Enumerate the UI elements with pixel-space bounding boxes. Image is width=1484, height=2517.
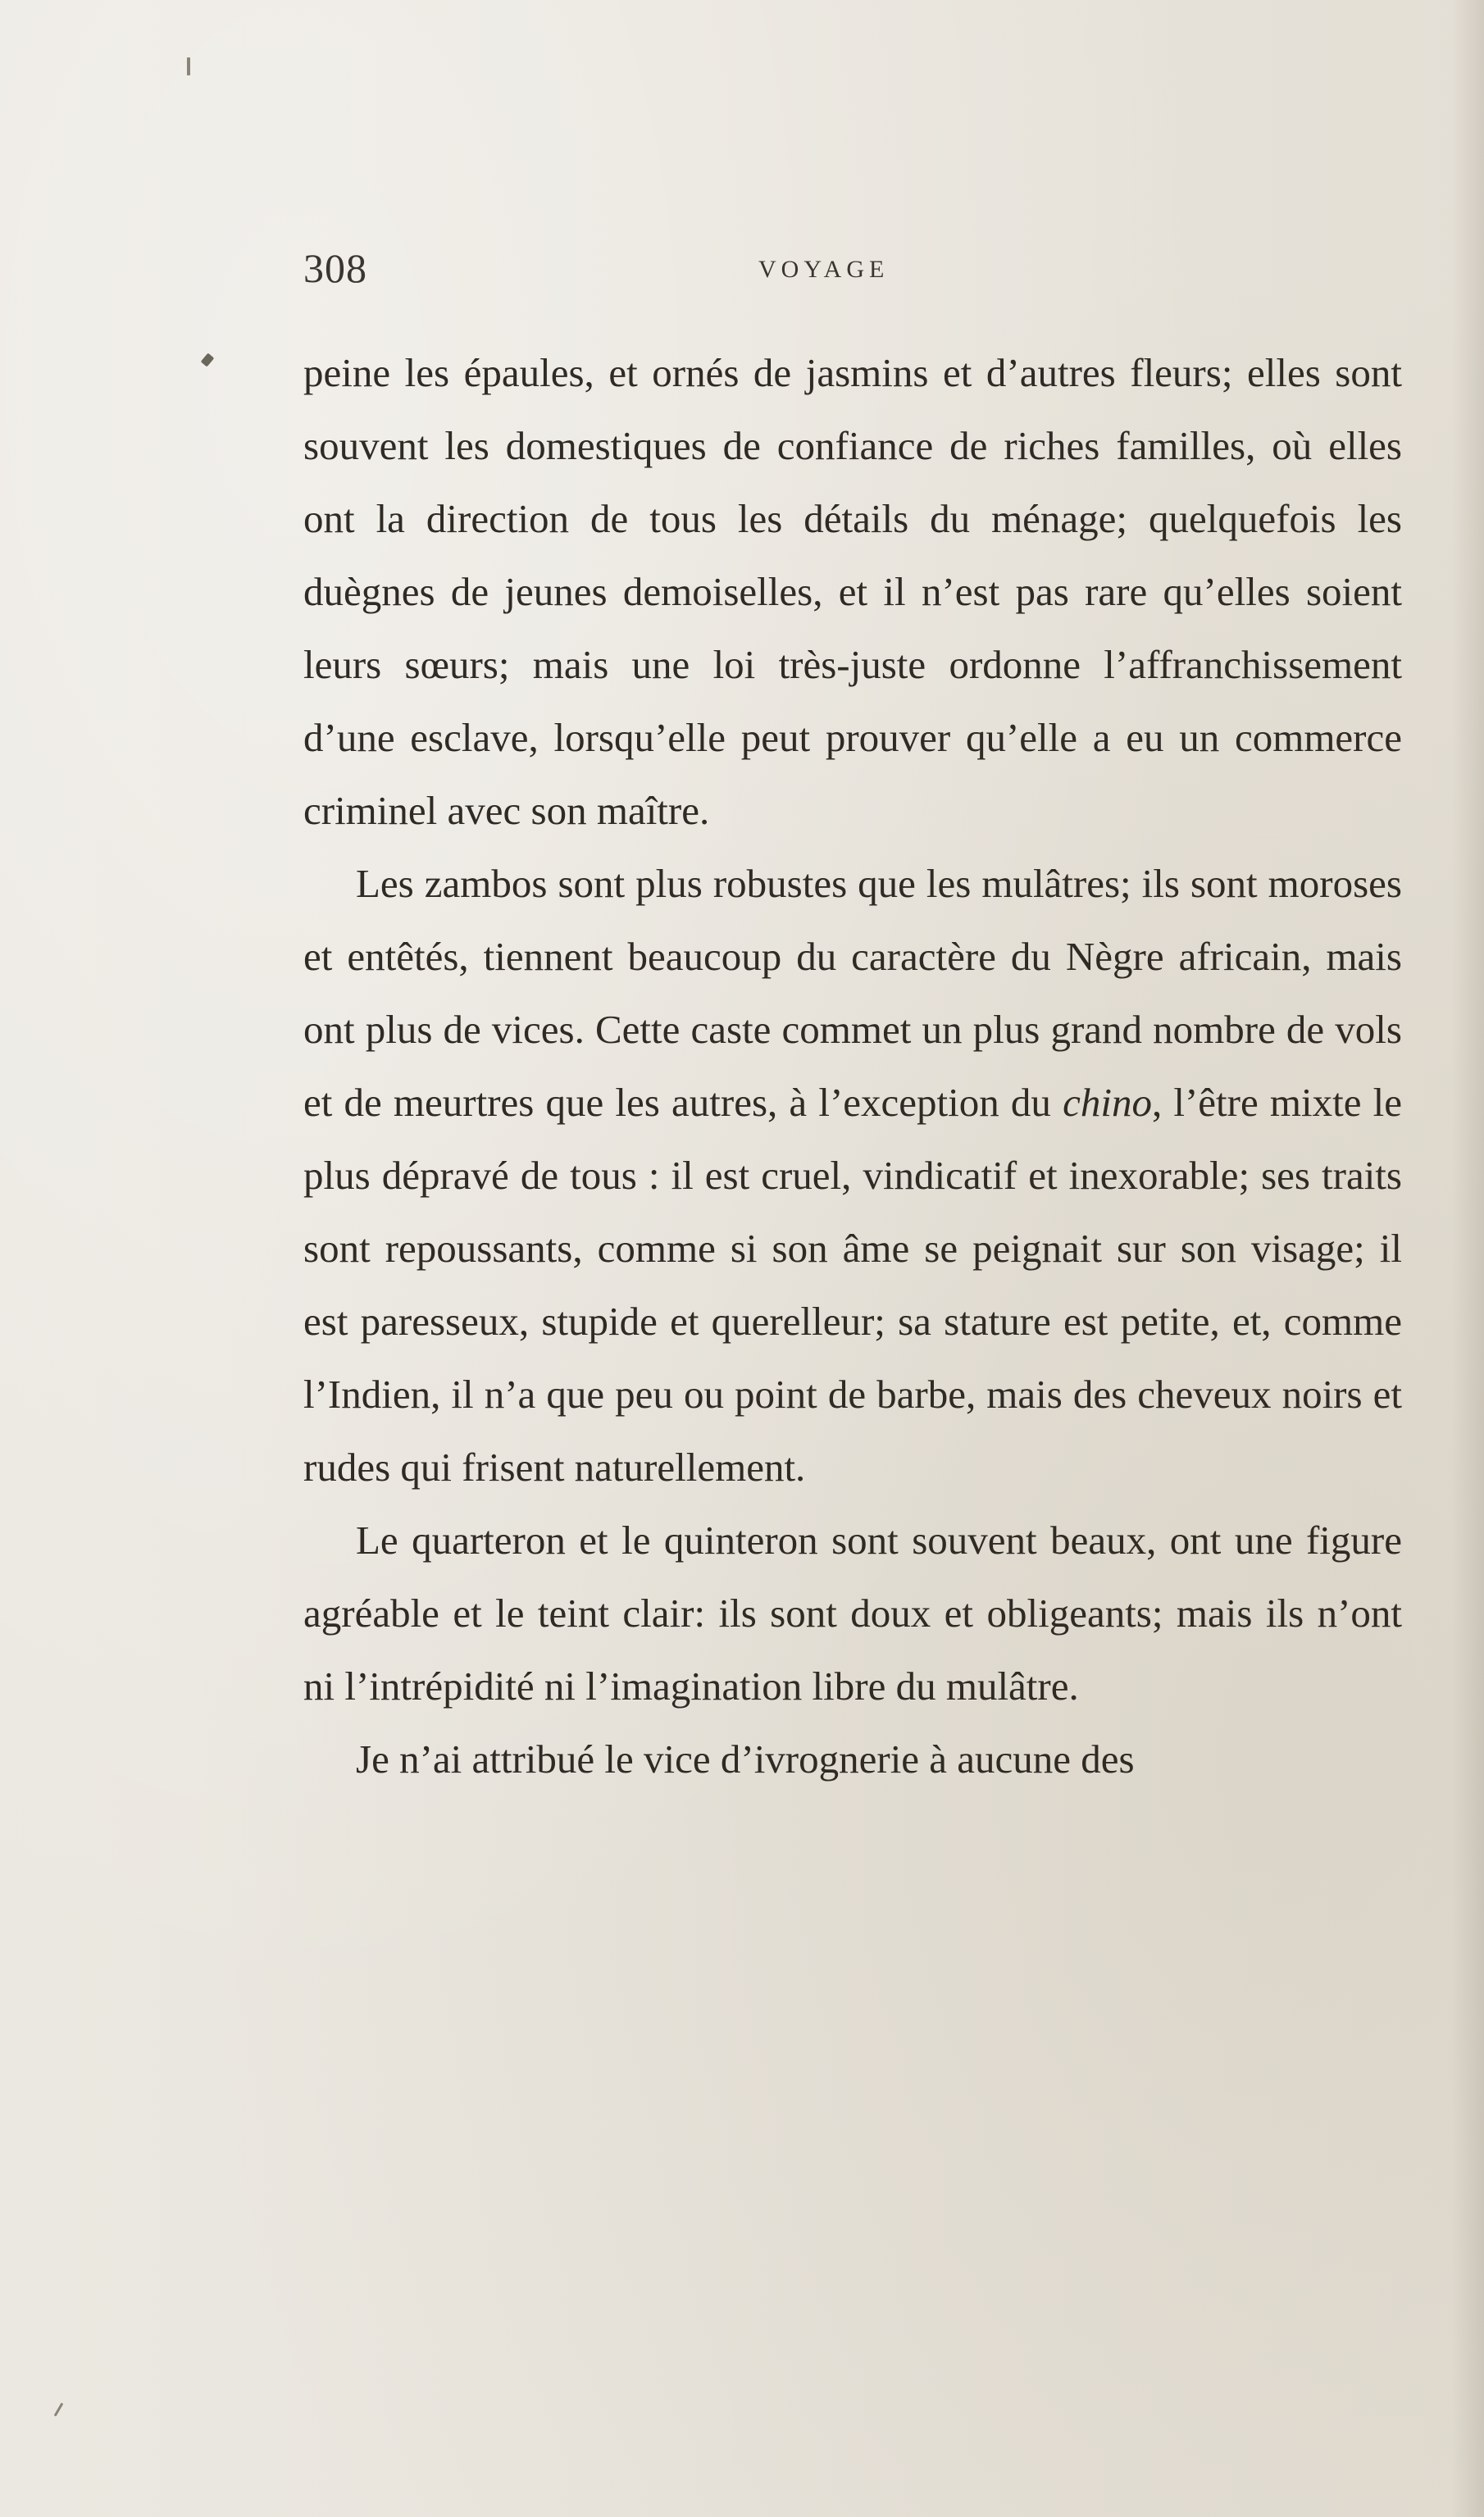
paragraph-text: Les zambos sont plus robustes que les mulâtres; ils sont moroses et entêtés, tiennent beaucoup du caractère du Nègre africain, mais ont plus de vices. Cette caste commet un plus grand nombre de vols et de meurtres que les autres, à l’exception du [303,861,1402,1125]
italic-text: chino [1063,1080,1152,1125]
paragraph-text: peine les épaules, et ornés de jasmins et d’autres fleurs; elles sont souvent les domestiques de confiance de riches familles, où elles ont la direction de tous les détails du ménage; quelquefois les duègnes de jeunes demoiselles, et il n’est pas rare qu’elles soient leurs sœurs; mais une loi très-juste ordonne l’affranchissement d’une esclave, lorsqu’elle peut prouver qu’elle a eu un commerce criminel avec son maître. [303,350,1402,833]
page-edge-shadow [1451,0,1484,2517]
paragraph-text: , l’être mixte le plus dépravé de tous : il est cruel, vindicatif et inexorable; ses traits sont repoussants, comme si son âme se peignait sur son visage; il est paresseux, stupide et querelleur; sa stature est petite, et, comme l’Indien, il n’a que peu ou point de barbe, mais des cheveux noirs et rudes qui frisent naturellement. [303,1080,1402,1490]
paragraph [303,847,1402,1504]
body-text [303,336,1402,1796]
paragraph [303,336,1402,847]
paper-speck [187,57,190,75]
paragraph-text: Je n’ai attribué le vice d’ivrognerie à aucune des [356,1736,1135,1782]
paragraph-text: Le quarteron et le quinteron sont souvent beaux, ont une figure agréable et le teint clair: ils sont doux et obligeants; mais ils n’ont ni l’intrépidité ni l’imagination libre du mulâtre. [303,1518,1402,1709]
paragraph [303,1504,1402,1723]
page-number: 308 [303,245,367,291]
running-head-title: VOYAGE [758,256,890,283]
ink-mark [201,353,215,366]
paragraph [303,1723,1402,1796]
paper-speck [54,2402,64,2416]
running-head [303,244,1402,294]
